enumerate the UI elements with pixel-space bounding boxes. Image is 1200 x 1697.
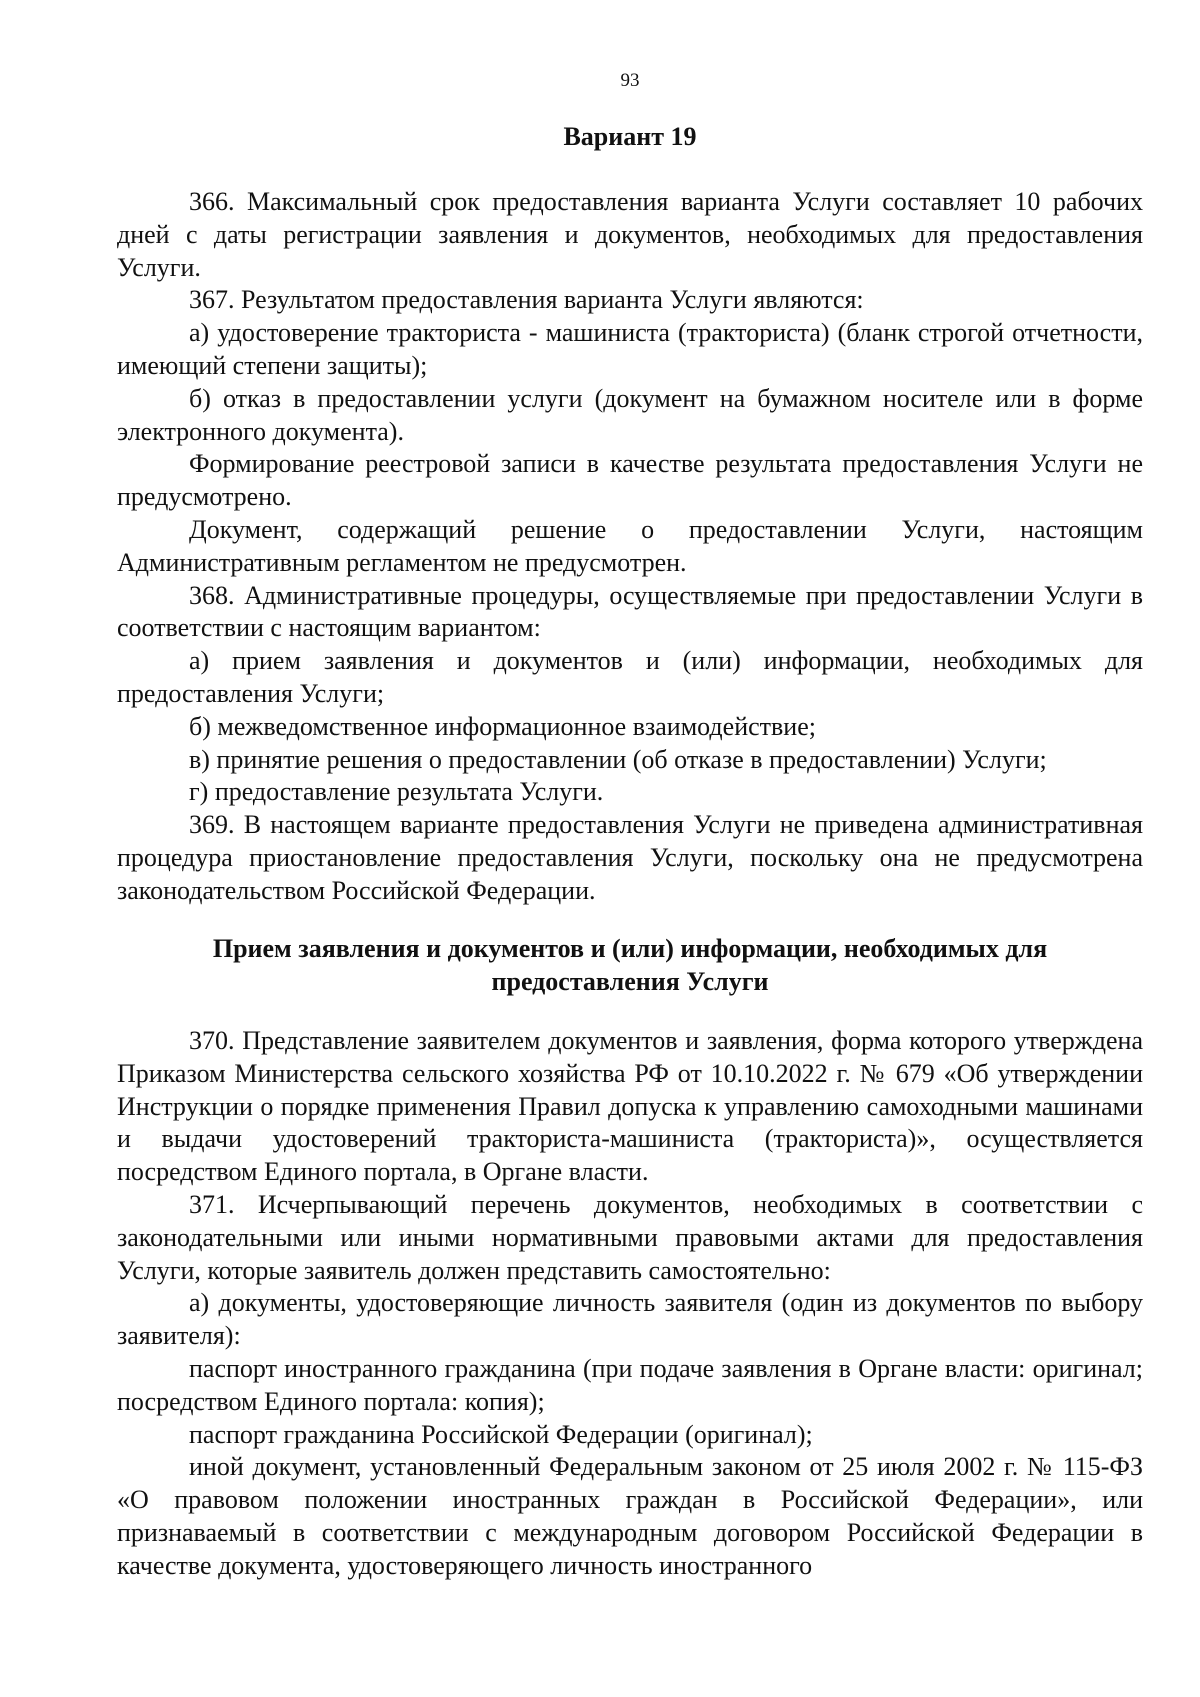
section-variant-19	[117, 186, 1143, 908]
paragraph-foreign-passport: паспорт иностранного гражданина (при подаче заявления в Органе власти: оригинал; посредством Единого портала: копия);	[117, 1353, 1143, 1416]
page-number: 93	[620, 70, 640, 91]
paragraph-rf-passport: паспорт гражданина Российской Федерации (оригинал);	[189, 1419, 813, 1449]
paragraph-decision-document: Документ, содержащий решение о предоставлении Услуги, настоящим Административным регламентом не предусмотрен.	[117, 514, 1143, 577]
paragraph-368: 368. Административные процедуры, осуществляемые при предоставлении Услуги в соответствии с настоящим вариантом:	[117, 580, 1143, 643]
section-heading-line-2: предоставления Услуги	[491, 967, 769, 996]
document-page	[117, 0, 1143, 1697]
paragraph-366: 366. Максимальный срок предоставления варианта Услуги составляет 10 рабочих дней с даты регистрации заявления и документов, необходимых для предоставления Услуги.	[117, 187, 1143, 282]
paragraph-368-g: г) предоставление результата Услуги.	[189, 777, 604, 807]
paragraph-371-a: а) документы, удостоверяющие личность заявителя (один из документов по выбору заявителя):	[117, 1288, 1143, 1351]
paragraph-369: 369. В настоящем варианте предоставления Услуги не приведена административная процедура приостановление предоставления Услуги, поскольку она не предусмотрена законодательством Российской Федерации.	[117, 810, 1143, 905]
section-heading-application	[117, 932, 1143, 998]
section-heading-line-1: Прием заявления и документов и (или) информации, необходимых для	[212, 934, 1048, 963]
section-application-intake	[117, 1025, 1143, 1583]
paragraph-other-document: иной документ, установленный Федеральным законом от 25 июля 2002 г. № 115-ФЗ «О правовом положении иностранных граждан в Российской Федерации», или признаваемый в соответствии с международным договором Российской Федерации в качестве документа, удостоверяющего личность иностранного	[117, 1452, 1143, 1580]
variant-heading: Вариант 19	[563, 122, 697, 151]
paragraph-368-v: в) принятие решения о предоставлении (об отказе в предоставлении) Услуги;	[189, 744, 1047, 774]
paragraph-367: 367. Результатом предоставления варианта Услуги являются:	[189, 285, 864, 315]
paragraph-370: 370. Представление заявителем документов и заявления, форма которого утверждена Приказом Министерства сельского хозяйства РФ от 10.10.2022 г. № 679 «Об утверждении Инструкции о порядке применения Правил допуска к управлению самоходными машинами и выдачи удостоверений тракториста-машиниста (тракториста)», осуществляется посредством Единого портала, в Органе власти.	[117, 1026, 1143, 1187]
paragraph-registry-record: Формирование реестровой записи в качестве результата предоставления Услуги не предусмотрено.	[117, 449, 1143, 512]
paragraph-368-a: а) прием заявления и документов и (или) информации, необходимых для предоставления Услуги;	[117, 646, 1143, 708]
paragraph-368-b: б) межведомственное информационное взаимодействие;	[189, 711, 816, 741]
paragraph-367-a: а) удостоверение тракториста - машиниста (тракториста) (бланк строгой отчетности, имеющий степени защиты);	[117, 318, 1143, 380]
paragraph-371: 371. Исчерпывающий перечень документов, необходимых в соответствии с законодательными или иными нормативными правовыми актами для предоставления Услуги, которые заявитель должен представить самостоятельно:	[117, 1189, 1143, 1285]
paragraph-367-b: б) отказ в предоставлении услуги (документ на бумажном носителе или в форме электронного документа).	[117, 383, 1143, 446]
